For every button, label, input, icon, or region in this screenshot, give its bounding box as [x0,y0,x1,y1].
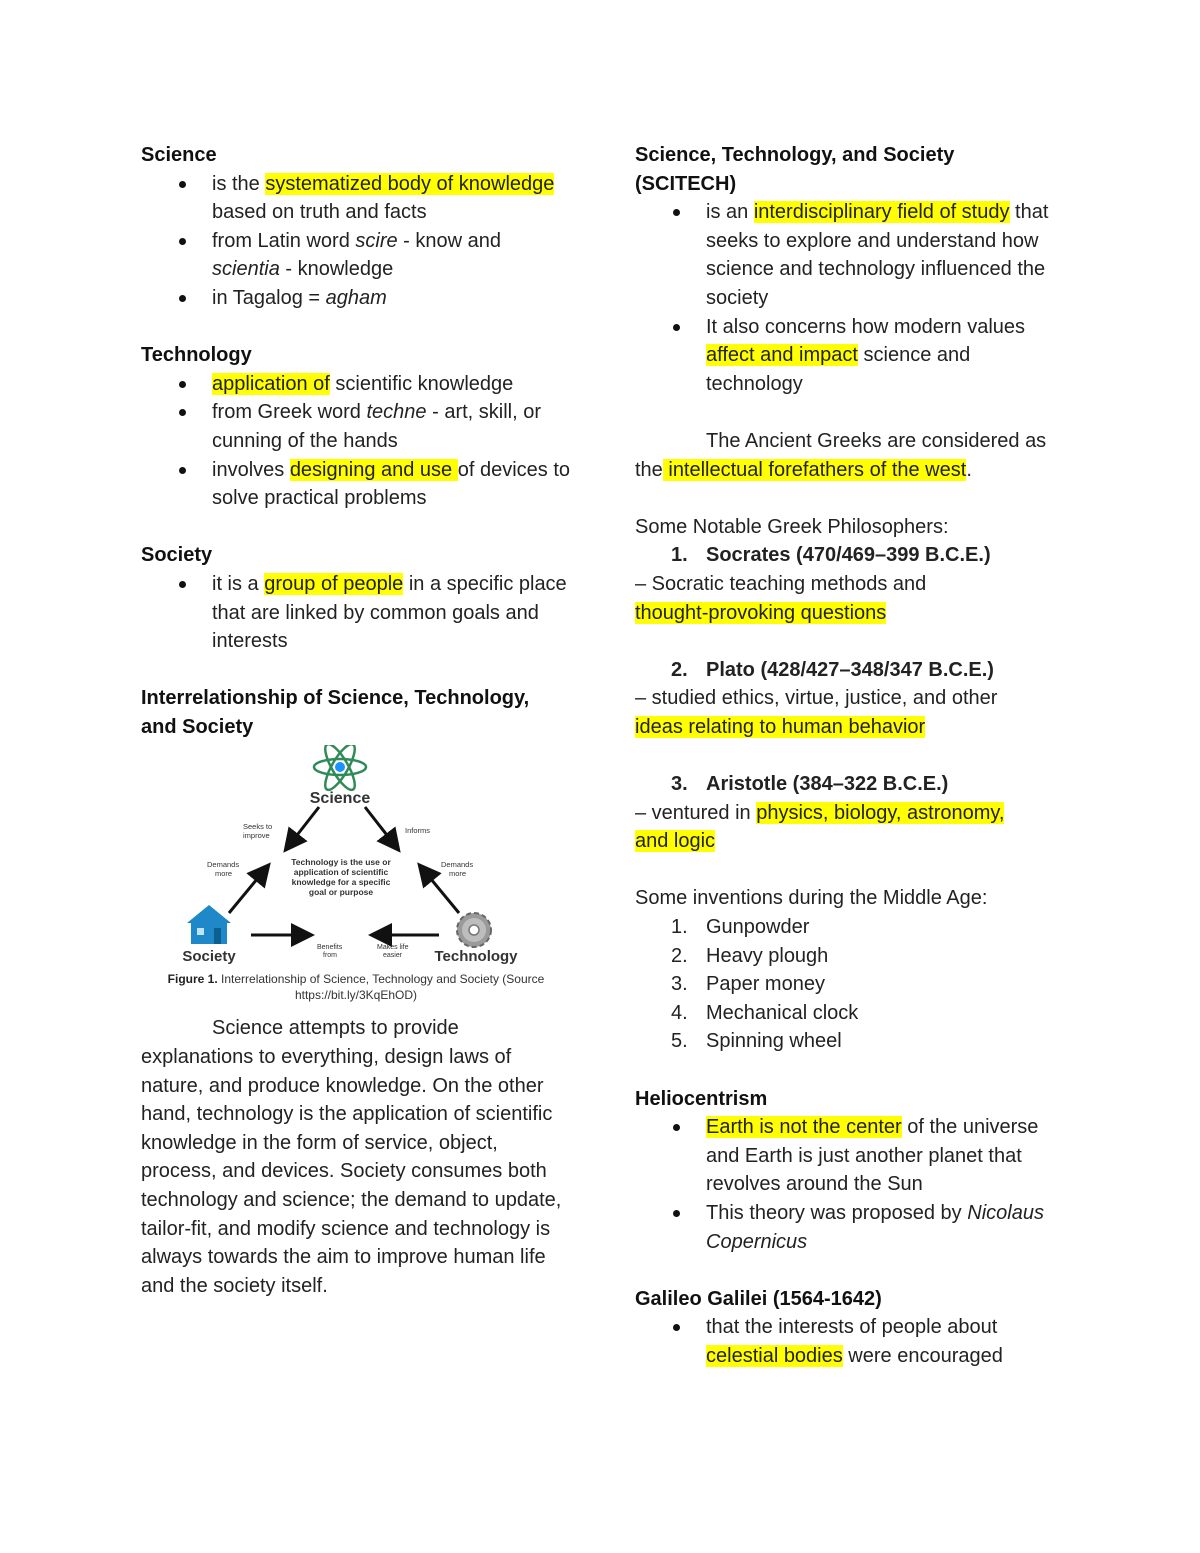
list-item [635,313,1065,399]
highlight: intellectual forefathers of the west [662,458,967,481]
heading-line: and Society [141,715,254,738]
philosophers-list [635,541,1065,570]
list-item [141,227,571,284]
text: . [966,458,972,481]
diagram [169,745,539,970]
greeks-paragraph [635,427,1065,484]
philosopher-highlight [635,713,1065,742]
text: of the universe and Earth is just another planet that revolves around the Sun [706,1116,1039,1196]
makes-life-label: Makes life [377,944,409,952]
list-number: 2. [671,944,688,967]
highlight: designing and use [289,458,458,481]
list-item [635,1199,1065,1256]
text: that seeks to explore and understand how science and technology influenced the society [706,201,1049,309]
informs-label: Informs [405,826,431,836]
right-column [635,141,1065,1371]
invention: Mechanical clock [706,1001,859,1024]
text: - art, skill, or cunning of the hands [212,401,541,452]
text: The Ancient Greeks are considered as the [635,429,1047,481]
italic-term: techne [366,401,427,424]
technology-heading: Technology [141,344,252,367]
list-item [141,170,571,227]
philosopher-desc: – studied ethics, virtue, justice, and other [635,687,998,710]
highlight: group of people [264,572,404,595]
center-line: application of scientific [293,867,389,878]
scitech-heading [635,141,1065,198]
highlight: and logic [635,830,716,853]
list-number: 2. [671,658,688,681]
society-heading: Society [141,544,213,567]
list-item [635,942,1065,971]
philosopher-desc [635,799,1065,828]
text: is an [706,201,754,224]
text: It also concerns how modern values [706,315,1026,338]
list-item [635,999,1065,1028]
italic-term: scientia [212,258,280,281]
text: from Greek word [212,401,367,424]
center-line: knowledge for a specific [291,877,391,888]
interrelationship-figure [141,745,571,1015]
list-item [635,1027,1065,1056]
left-column [141,141,571,1300]
gear-icon [457,913,491,947]
list-number: 3. [671,973,688,996]
highlight: Earth is not the center [706,1116,902,1139]
list-item [635,1113,1065,1199]
list-item [635,656,1065,685]
italic-term: Nicolaus Copernicus [706,1201,1044,1253]
list-item [635,913,1065,942]
philosophers-intro: Some Notable Greek Philosophers: [635,515,949,538]
demands-label: Demands [207,860,240,870]
text: in Tagalog = [212,286,326,309]
highlight: ideas relating to human behavior [635,715,926,738]
philosopher-highlight [635,599,1065,628]
highlight: physics, biology, astronomy, [756,801,1005,824]
list-number: 3. [671,773,688,796]
invention: Gunpowder [706,916,810,939]
text: scientific knowledge [329,372,514,395]
seeks-label: Seeks to [243,822,273,832]
list-item [141,398,571,455]
demands-label: Demands [441,860,474,870]
center-line: goal or purpose [308,887,374,898]
philosopher-name: Plato (428/427–348/347 B.C.E.) [706,658,994,681]
benefits-label: Benefits [317,944,343,952]
list-number: 5. [671,1030,688,1053]
text: – ventured in [635,801,757,824]
text: based on truth and facts [212,201,427,224]
heading-line: Science, Technology, and Society [635,144,955,166]
philosophers-list [635,770,1065,799]
heliocentrism-list [635,1113,1065,1256]
inventions-list [635,913,1065,1056]
list-item [635,770,1065,799]
list-number: 1. [671,544,688,567]
from-label: from [323,952,337,960]
text: involves [212,458,290,481]
technology-list [141,370,571,513]
list-item [141,284,571,313]
italic-term: scire [355,229,398,252]
italic-term: agham [325,286,387,309]
text: from Latin word [212,229,356,252]
list-number: 4. [671,1001,688,1024]
technology-label: Technology [434,948,518,966]
heliocentrism-heading: Heliocentrism [635,1087,768,1110]
highlight: application of [212,372,330,395]
figure-caption [141,971,571,1003]
text: science and technology [706,344,971,395]
list-number: 1. [671,916,688,939]
science-list [141,170,571,313]
inventions-intro: Some inventions during the Middle Age: [635,887,988,910]
invention: Spinning wheel [706,1030,842,1053]
text: in a specific place that are linked by common goals and interests [212,572,567,653]
highlight: thought-provoking questions [635,601,887,624]
philosopher-desc: – Socratic teaching methods and [635,572,927,595]
text: of devices to solve practical problems [212,458,571,510]
list-item [141,370,571,399]
text: that the interests of people about [706,1316,998,1339]
galileo-heading: Galileo Galilei (1564-1642) [635,1287,882,1310]
philosophers-list [635,656,1065,685]
atom-icon [314,745,366,794]
highlight: systematized body of knowledge [265,172,555,195]
society-label: Society [182,948,236,966]
scitech-list [635,198,1065,398]
text: - knowledge [279,258,394,281]
philosopher-name: Socrates (470/469–399 B.C.E.) [706,544,991,567]
list-item [141,570,571,656]
caption-label: Figure 1. [167,972,218,987]
galileo-list [635,1313,1065,1370]
science-label: Science [309,790,371,808]
improve-label: improve [243,831,270,841]
list-item [635,541,1065,570]
center-line: Technology is the use or [291,857,391,868]
list-item [635,970,1065,999]
society-list [141,570,571,656]
science-heading: Science [141,144,217,166]
house-icon [187,905,231,944]
caption-text: Interrelationship of Science, Technology and Society (Source [217,972,545,987]
heading-line: (SCITECH) [635,172,737,195]
more-label: more [215,869,233,879]
list-item [635,198,1065,312]
highlight: celestial bodies [706,1344,843,1367]
text: is the [212,172,266,195]
text: it is a [212,572,265,595]
list-item [635,1313,1065,1370]
heading-line: Interrelationship of Science, Technology, [141,687,530,710]
interrelationship-heading [141,684,571,741]
text: - know and [397,229,502,252]
text: This theory was proposed by [706,1201,968,1224]
caption-url: https://bit.ly/3KqEhOD) [294,988,418,1003]
text: were encouraged [842,1344,1003,1367]
body-paragraph: Science attempts to provide explanations to everything, design laws of nature, and produce knowledge. On the other hand, technology is the application of scientific knowledge in the form of service, object, process, and devices. Society consumes both technology and science; the demand to update, tailor-fit, and modify science and technology is always towards the aim to improve human life and the society itself. [141,1017,562,1297]
highlight: interdisciplinary field of study [753,201,1010,224]
easier-label: easier [383,952,403,960]
list-item [141,456,571,513]
philosopher-name: Aristotle (384–322 B.C.E.) [706,773,949,796]
philosopher-highlight [635,827,1065,856]
more-label: more [449,869,467,879]
highlight: affect and impact [706,344,858,367]
invention: Paper money [706,973,825,996]
invention: Heavy plough [706,944,829,967]
